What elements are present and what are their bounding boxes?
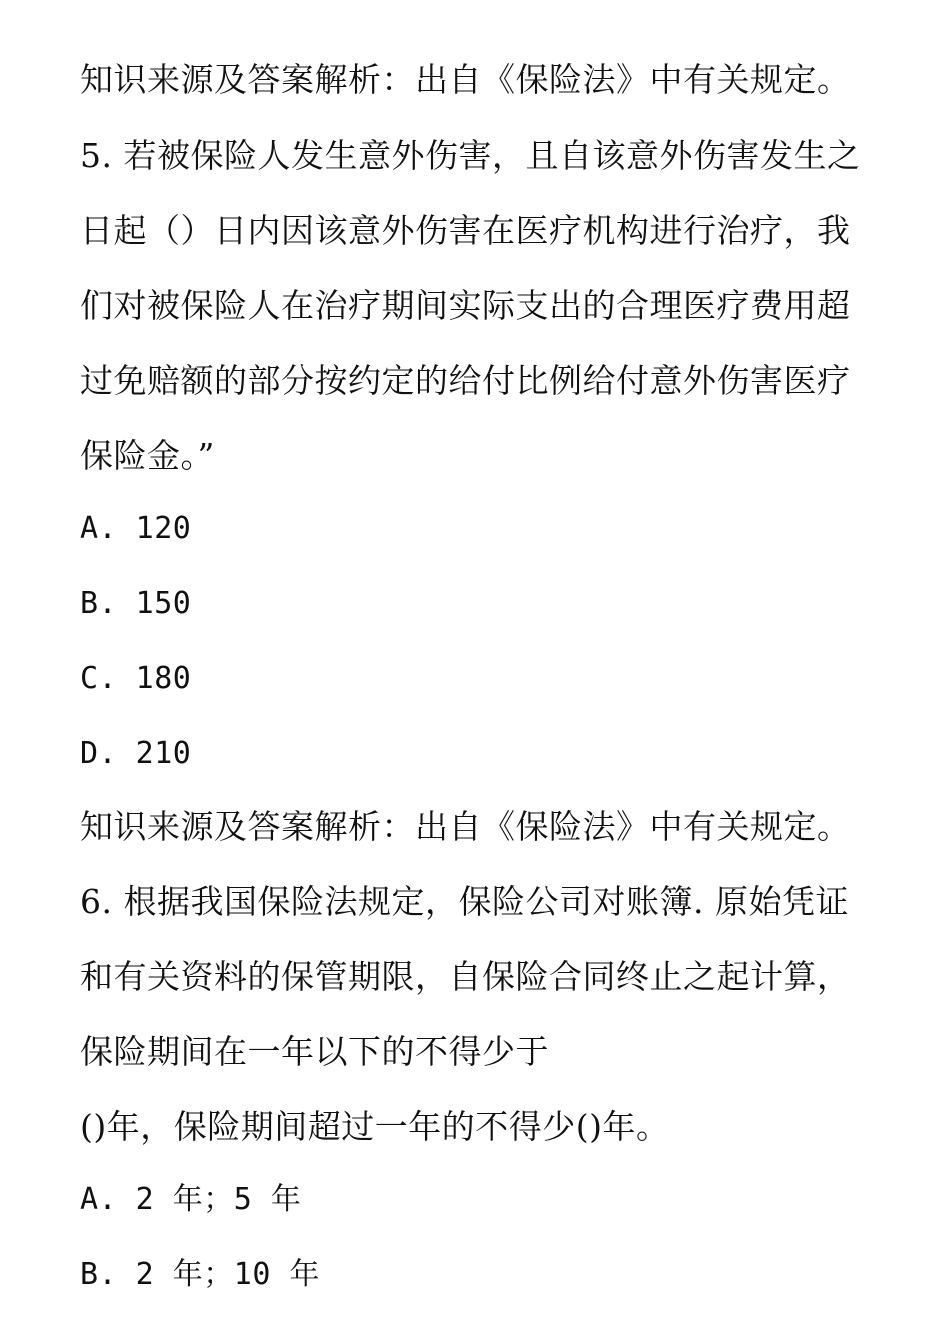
question-6-line-4: ()年，保险期间超过一年的不得少()年。 <box>80 1107 670 1146</box>
question-5-option-b: B. 150 <box>80 586 192 621</box>
question-5-line-5: 保险金。” <box>80 436 215 475</box>
question-5-line-4: 过免赔额的部分按约定的给付比例给付意外伤害医疗 <box>80 361 851 400</box>
question-5-option-c: C. 180 <box>80 661 192 696</box>
question-6-line-1: 6. 根据我国保险法规定，保险公司对账簿. 原始凭证 <box>80 882 849 921</box>
question-5-line-1: 5. 若被保险人发生意外伤害，且自该意外伤害发生之 <box>80 136 861 175</box>
question-6-option-a: A. 2 年；5 年 <box>80 1182 302 1217</box>
question-5-line-3: 们对被保险人在治疗期间实际支出的合理医疗费用超 <box>80 286 851 325</box>
answer-source-line-q4: 知识来源及答案解析：出自《保险法》中有关规定。 <box>80 60 851 99</box>
answer-source-line-q5: 知识来源及答案解析：出自《保险法》中有关规定。 <box>80 807 851 846</box>
question-5-option-d: D. 210 <box>80 736 192 771</box>
question-5-line-2: 日起（）日内因该意外伤害在医疗机构进行治疗，我 <box>80 211 851 250</box>
question-5-option-a: A. 120 <box>80 511 192 546</box>
question-6-line-2: 和有关资料的保管期限，自保险合同终止之起计算， <box>80 957 851 996</box>
question-6-line-3: 保险期间在一年以下的不得少于 <box>80 1032 549 1071</box>
question-6-option-b: B. 2 年；10 年 <box>80 1257 320 1292</box>
